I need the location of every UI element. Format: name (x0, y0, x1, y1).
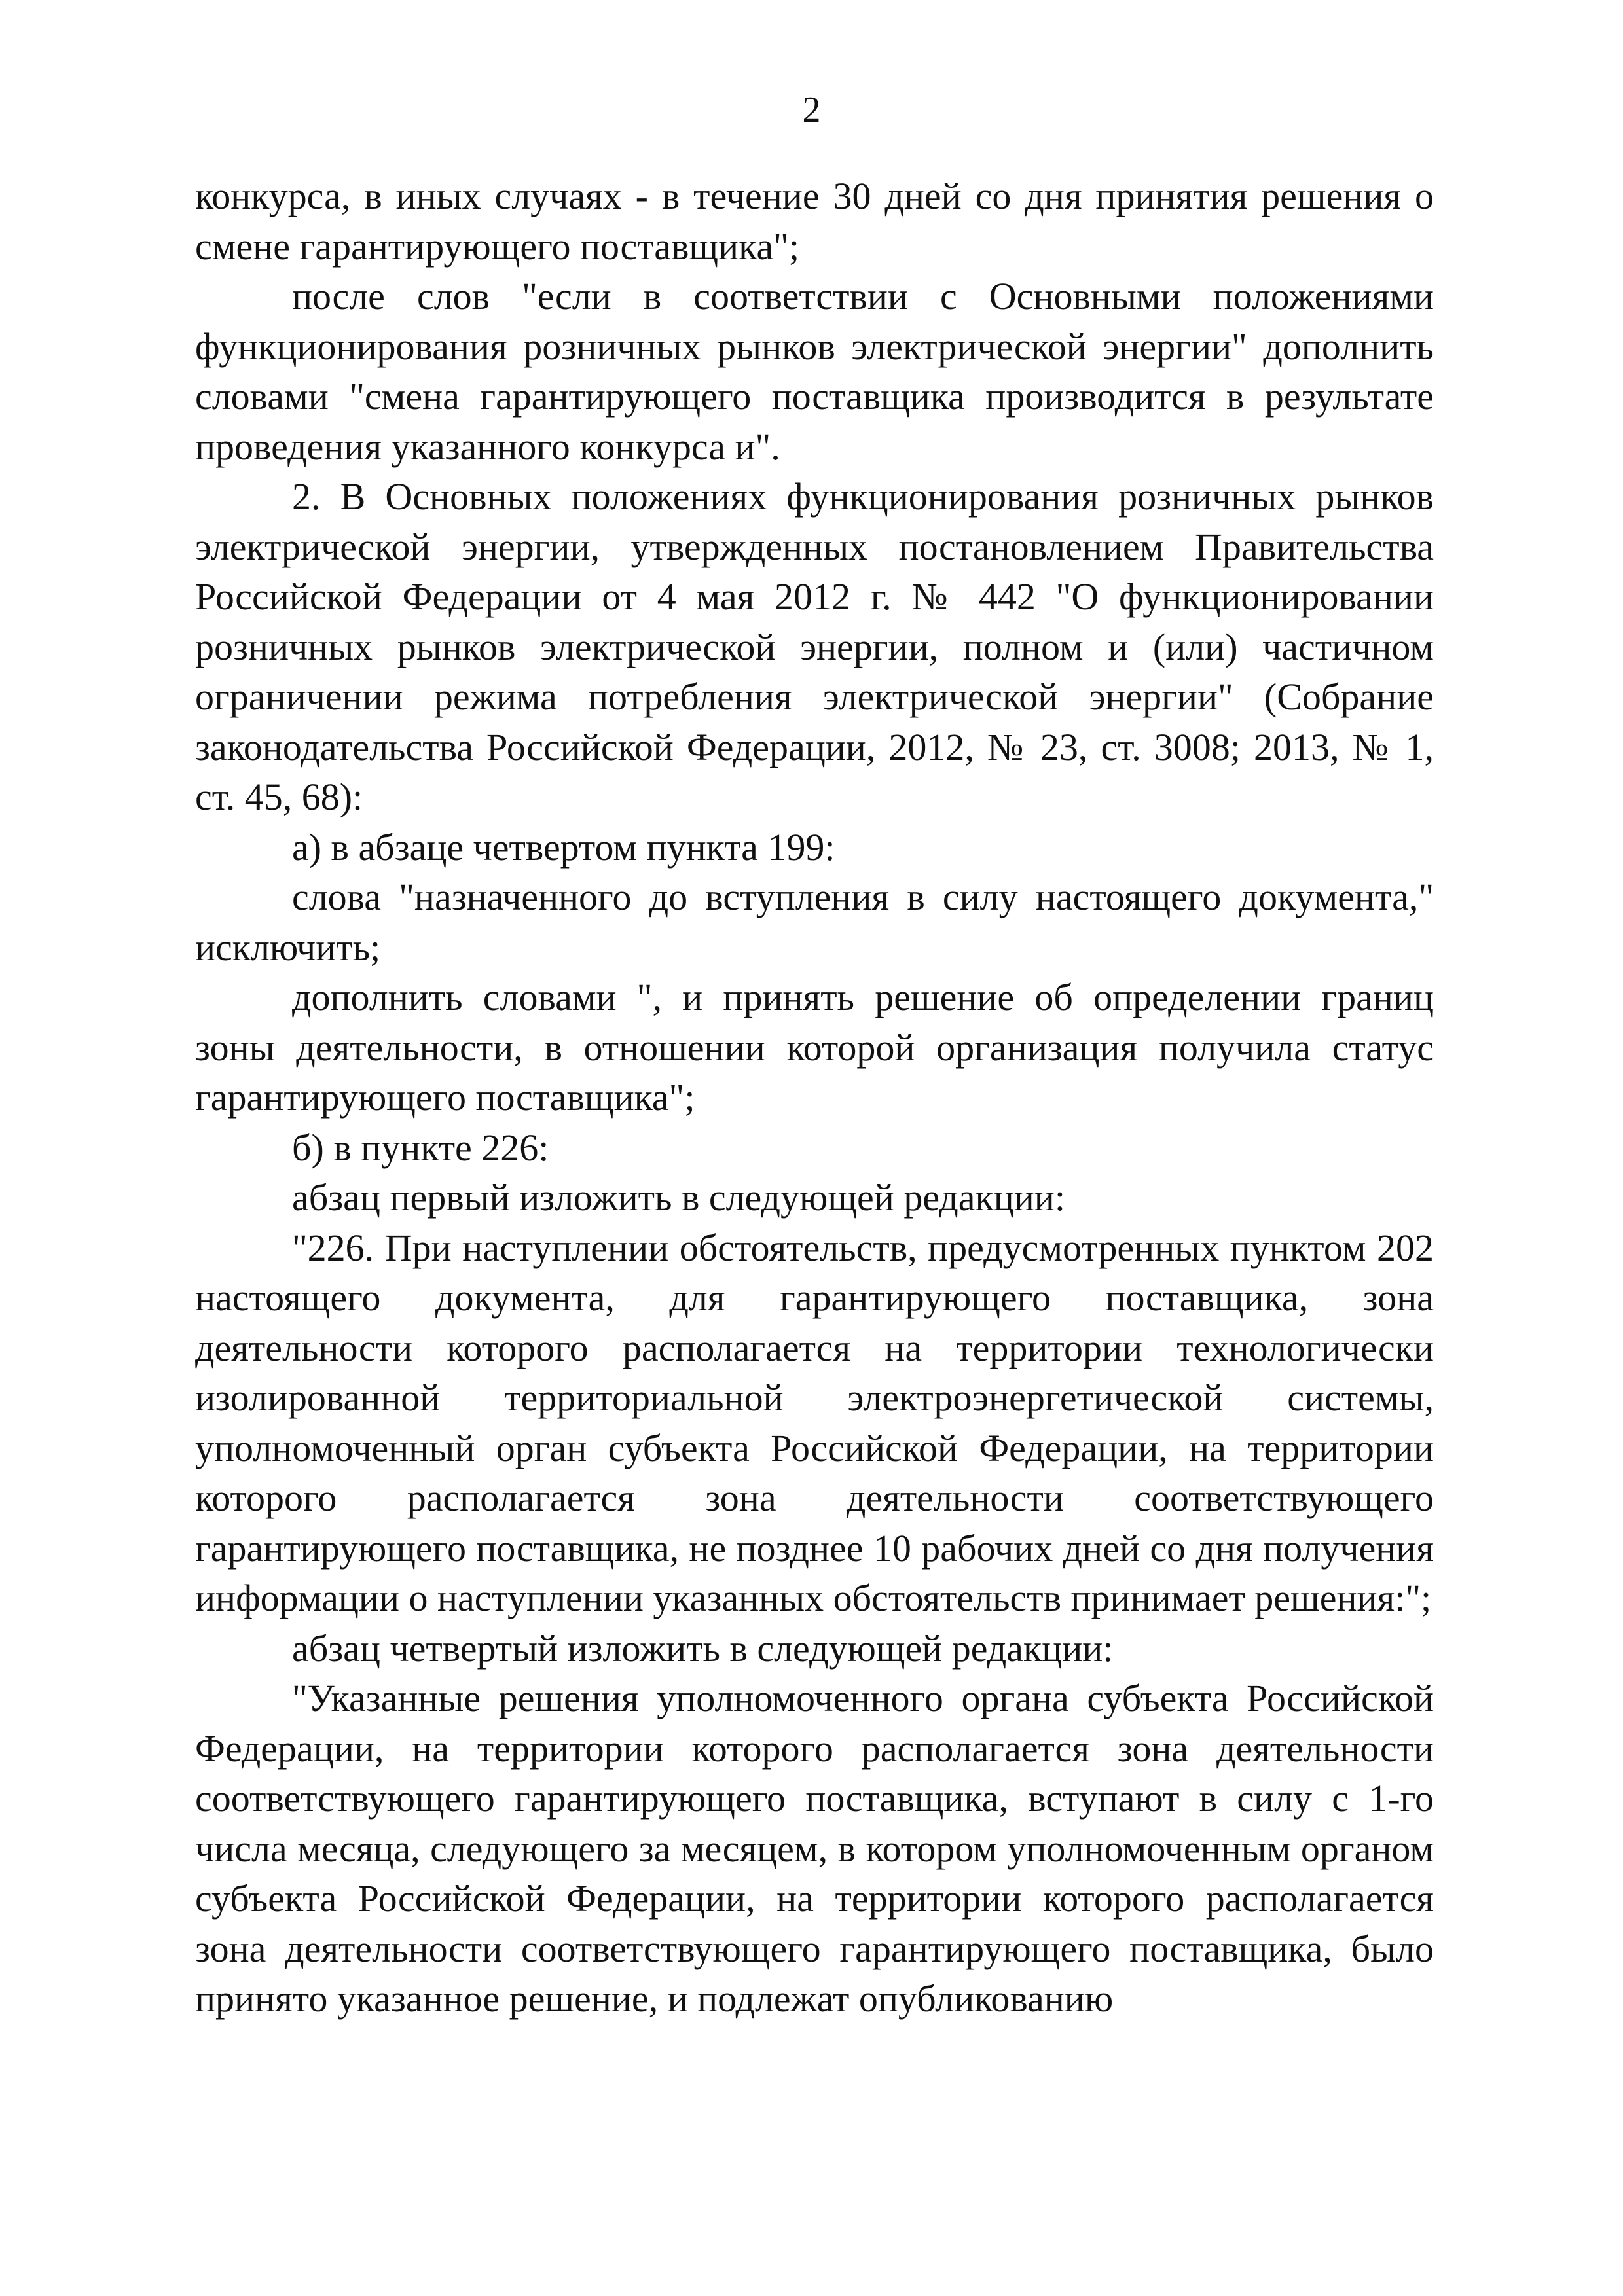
paragraph-add-words: дополнить словами ", и принять решение об определении границ зоны деятельности, в отношении которой организация получила статус гарантирующего поставщика"; (195, 976, 1434, 1119)
paragraph-item-226: "226. При наступлении обстоятельств, предусмотренных пунктом 202 настоящего документа, для гарантирующего поставщика, зона деятельности которого располагается на территории технологически изолированной территориальной электроэнергетической системы, уполномоченный орган субъекта Российской Федерации, на территории которого располагается зона деятельности соответствующего гарантирующего поставщика, не позднее 10 рабочих дней со дня получения информации о наступлении указанных обстоятельств принимает решения:"; (195, 1226, 1434, 1619)
paragraph-subitem-a: а) в абзаце четвертом пункта 199: (292, 825, 835, 869)
paragraph-first-abzats-edit: абзац первый изложить в следующей редакции: (292, 1176, 1065, 1219)
document-body (195, 171, 1434, 2024)
paragraph-subitem-b: б) в пункте 226: (292, 1126, 549, 1169)
paragraph-amendment-words: после слов "если в соответствии с Основными положениями функционирования розничных рынков электрической энергии" дополнить словами "смена гарантирующего поставщика производится в результате проведения указанного конкурса и". (195, 275, 1434, 468)
page-number: 2 (802, 90, 821, 130)
paragraph-fourth-abzats-edit: абзац четвертый изложить в следующей редакции: (292, 1626, 1114, 1670)
paragraph-decisions-effective: "Указанные решения уполномоченного органа субъекта Российской Федерации, на территории которого располагается зона деятельности соответствующего гарантирующего поставщика, вступают в силу с 1-го числа месяца, следующего за месяцем, в котором уполномоченным органом субъекта Российской Федерации, на территории которого располагается зона деятельности соответствующего гарантирующего поставщика, было принято указанное решение, и подлежат опубликованию (195, 1677, 1434, 2020)
paragraph-continuation: конкурса, в иных случаях - в течение 30 дней со дня принятия решения о смене гарантирующего поставщика"; (195, 175, 1434, 268)
paragraph-item-2: 2. В Основных положениях функционирования розничных рынков электрической энергии, утвержденных постановлением Правительства Российской Федерации от 4 мая 2012 г. № 442 "О функционировании розничных рынков электрической энергии, полном и (или) частичном ограничении режима потребления электрической энергии" (Собрание законодательства Российской Федерации, 2012, № 23, ст. 3008; 2013, № 1, ст. 45, 68): (195, 475, 1434, 818)
paragraph-exclude-words: слова "назначенного до вступления в силу настоящего документа," исключить; (195, 876, 1434, 969)
